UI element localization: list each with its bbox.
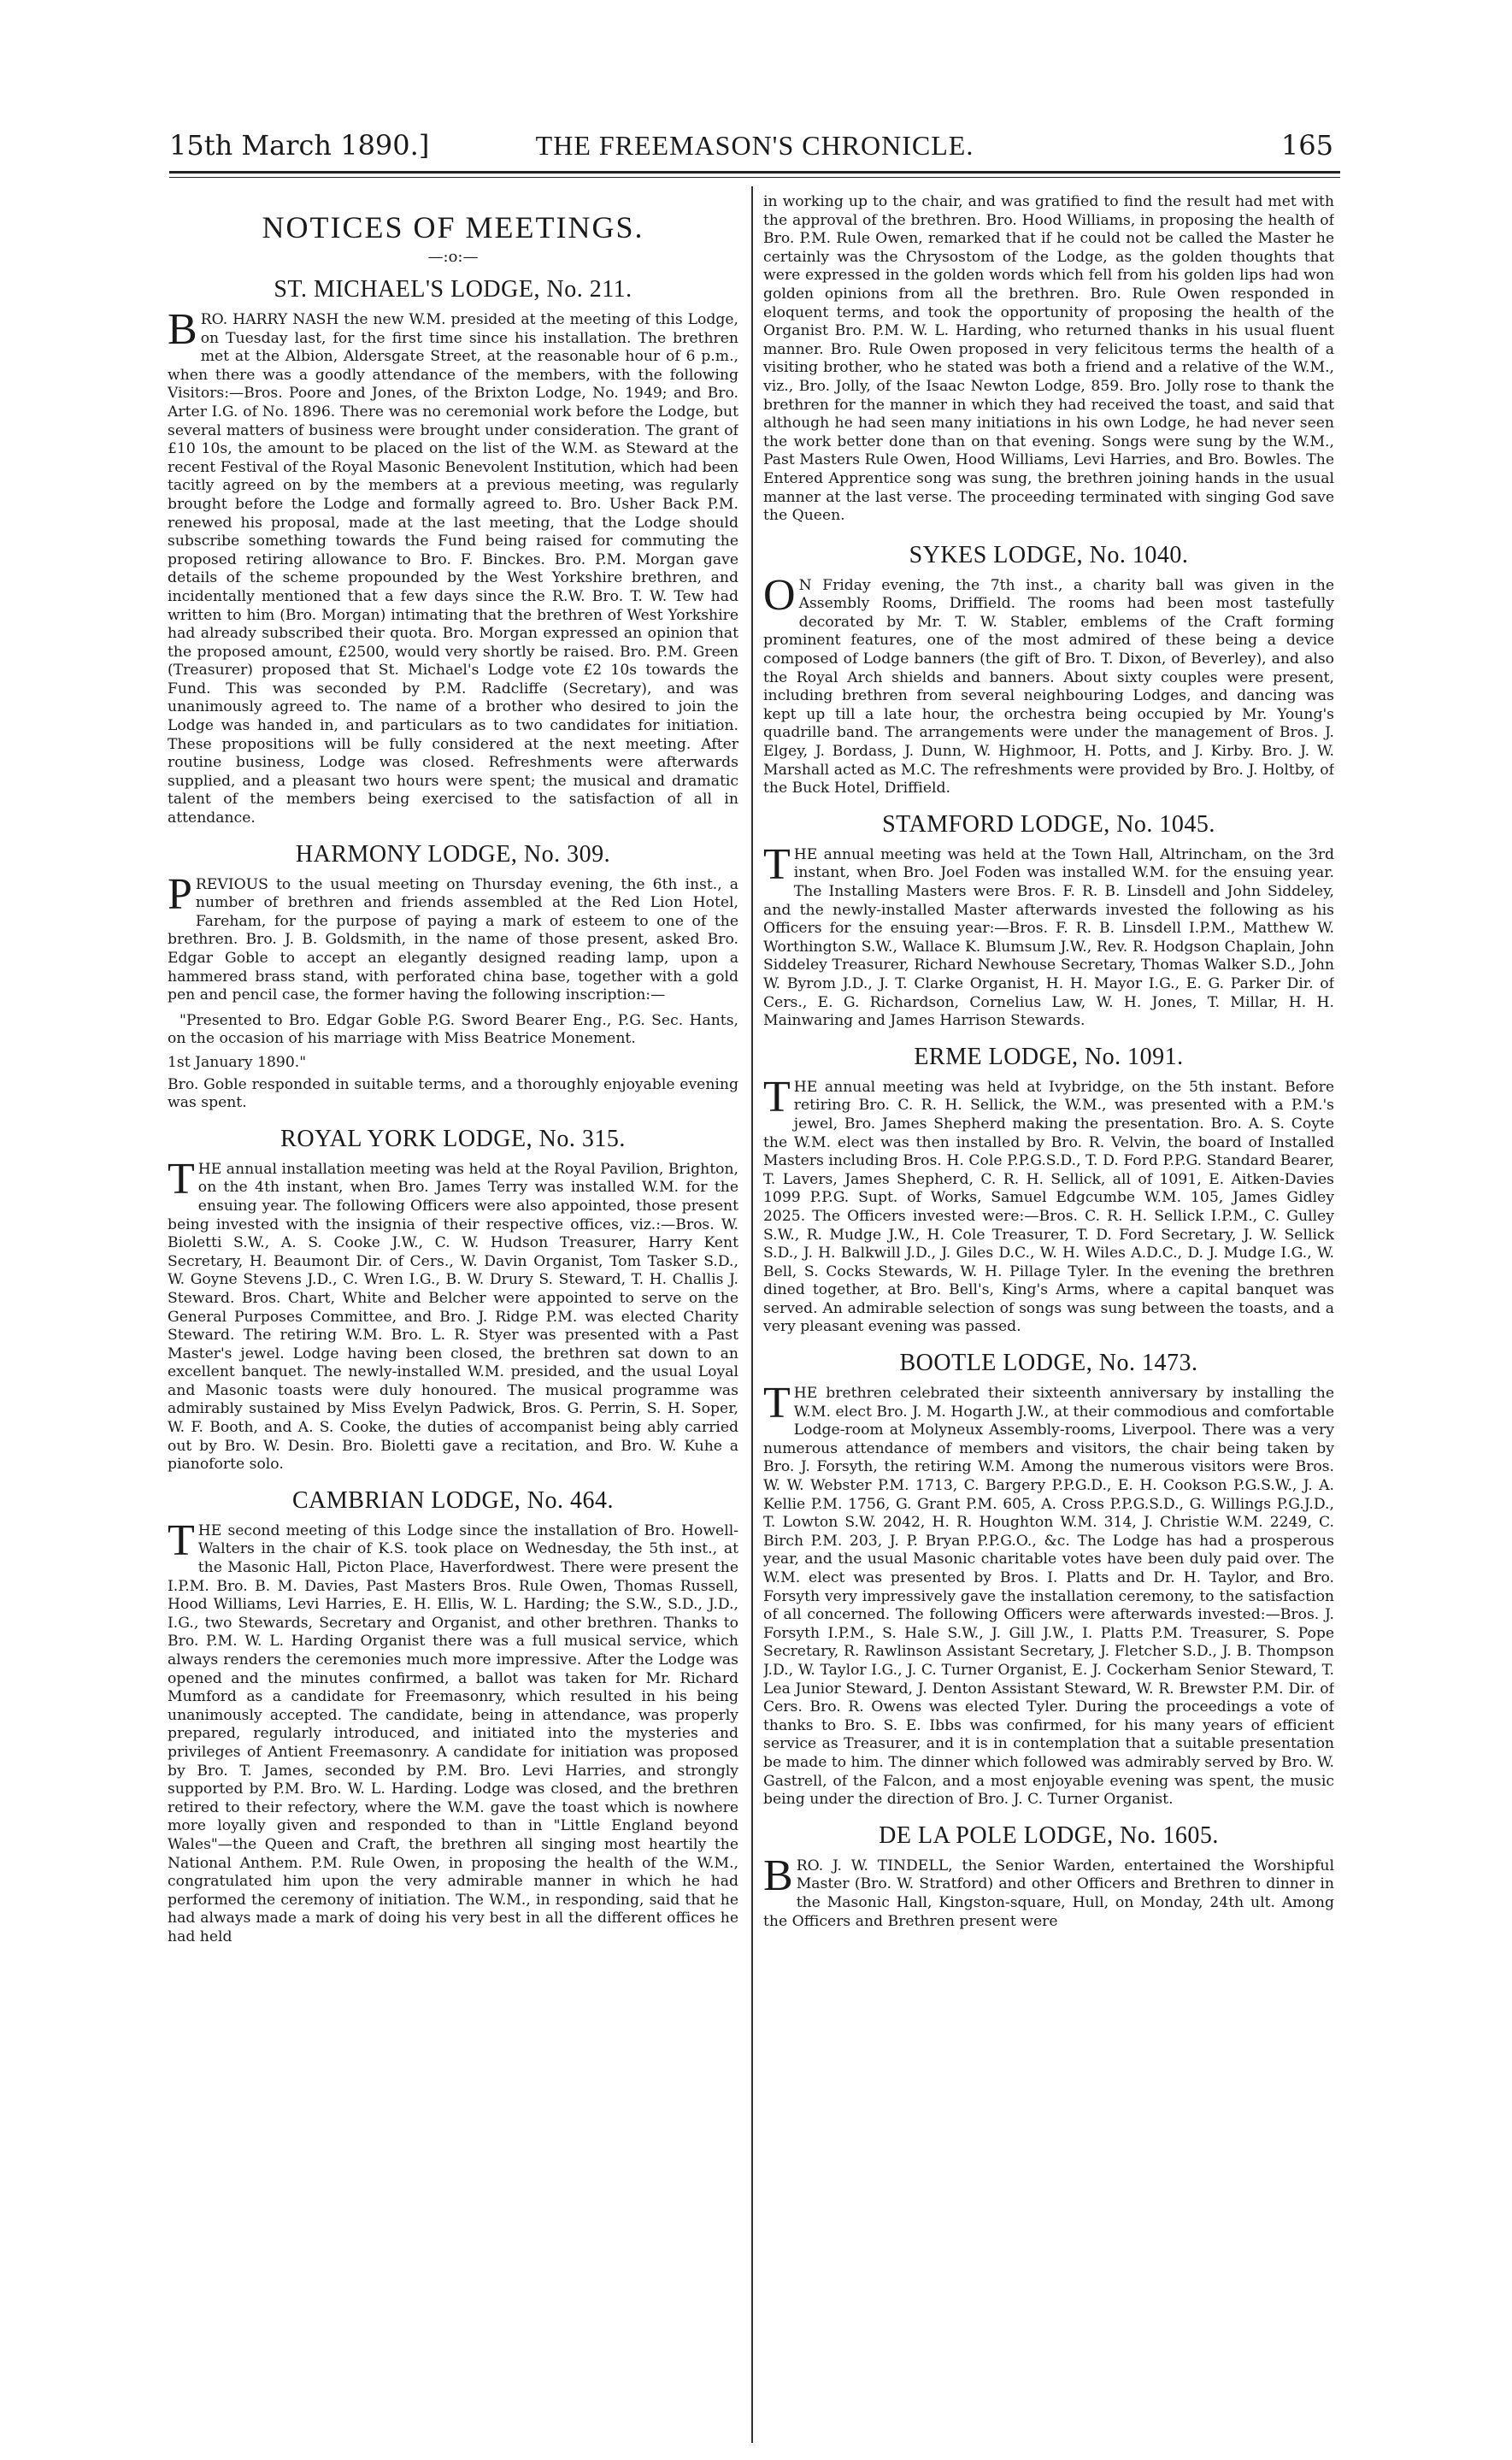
- article-body: THE annual meeting was held at Ivybridge, on the 5th instant. Before retiring Bro. C. R. H. Sellick, the W.M., was presented with a P.M.'s jewel, Bro. James Shepherd making the presentation. Bro. A. S. Coyte the W.M. elect was then installed by Bro. R. Velvin, the board of Installed Masters including Bros. H. Cole P.P.G.S.D., T. D. Ford P.P.G. Standard Bearer, T. Lavers, James Shepherd, C. R. H. Sellick, all of 1091, E. Aitken-Davies 1099 P.P.G. Supt. of Works, Samuel Edgcumbe W.M. 105, James Gidley 2025. The Officers invested were:—Bros. C. R. H. Sellick I.P.M., C. Gulley S.W., R. Mudge J.W., H. Cole Treasurer, T. D. Ford Secretary, J. W. Sellick S.D., J. H. Balkwill J.D., J. Giles D.C., W. H. Wiles A.D.C., D. J. Mudge I.G., W. Bell, S. Cocks Stewards, W. H. Pillage Tyler. In the evening the brethren dined together, at Bro. Bell's, King's Arms, where a capital banquet was served. An admirable selection of songs was sung between the toasts, and a very pleasant evening was passed.: [763, 1072, 1334, 1336]
- header-rule-thin: [169, 177, 1340, 178]
- article-heading: ST. MICHAEL'S LODGE, No. 211.: [274, 276, 632, 303]
- article-de-la-pole: [763, 1821, 1334, 1931]
- inscription-quote: "Presented to Bro. Edgar Goble P.G. Sword Bearer Eng., P.G. Sec. Hants, on the occasion of his marriage with Miss Beatrice Monement.: [168, 1011, 738, 1048]
- drop-cap: T: [763, 1072, 791, 1121]
- article-heading: HARMONY LODGE, No. 309.: [295, 840, 611, 868]
- issue-date: 15th March 1890.]: [169, 129, 430, 162]
- article-heading: DE LA POLE LODGE, No. 1605.: [879, 1821, 1219, 1849]
- drop-cap: T: [168, 1154, 195, 1204]
- article-bootle: [763, 1349, 1334, 1810]
- publication-title: THE FREEMASON'S CHRONICLE.: [535, 130, 974, 161]
- article-body: PREVIOUS to the usual meeting on Thursday evening, the 6th inst., a number of brethren and friends assembled at the Red Lion Hotel, Fareham, for the purpose of paying a mark of esteem to one of the brethren. Bro. J. B. Goldsmith, in the name of those present, asked Bro. Edgar Goble to accept an elegantly designed reading lamp, upon a hammered brass stand, with perforated china base, together with a gold pen and pencil case, the former having the following inscription:—: [168, 869, 738, 1004]
- drop-cap: O: [763, 570, 796, 620]
- article-body: THE brethren celebrated their sixteenth anniversary by installing the W.M. elect Bro. J. M. Hogarth J.W., at their commodious and comfortable Lodge-room at Molyneux Assembly-rooms, Liverpool. There was a very numerous attendance of members and visitors, the chair being taken by Bro. J. Forsyth, the retiring W.M. Among the numerous visitors were Bros. W. W. Webster P.M. 1713, C. Bargery P.P.G.D., E. H. Cookson P.G.S.W., J. A. Kellie P.M. 1756, G. Grant P.M. 605, A. Cross P.P.G.S.D., G. Willings P.G.J.D., T. Lowton S.W. 2042, H. R. Houghton W.M. 314, J. Christie W.M. 2249, C. Birch P.M. 203, J. P. Bryan P.P.G.O., &c. The Lodge has had a prosperous year, and the usual Masonic charitable votes have been duly paid over. The W.M. elect was presented by Bros. I. Platts and Dr. H. Taylor, and Bro. Forsyth very impressively gave the installation ceremony, to the satisfaction of all concerned. The following Officers were afterwards invested:—Bros. J. Forsyth I.P.M., S. Hale S.W., J. Gill J.W., I. Platts P.M. Treasurer, S. Pope Secretary, R. Rawlinson Assistant Secretary, J. Fletcher S.D., J. B. Thompson J.D., W. Taylor I.G., J. C. Turner Organist, E. J. Cockerham Senior Steward, T. Lea Junior Steward, J. Denton Assistant Steward, W. R. Brewster P.M. Dir. of Cers. Bro. R. Owens was elected Tyler. During the proceedings a vote of thanks to Bro. S. E. Ibbs was confirmed, for his many years of efficient service as Treasurer, and it is in contemplation that a suitable presentation be made to him. The dinner which followed was admirably served by Bro. W. Gastrell, of the Falcon, and a most enjoyable evening was spent, the music being under the direction of Bro. J. C. Turner Organist.: [763, 1379, 1334, 1809]
- drop-cap: B: [168, 305, 197, 354]
- section-title: NOTICES OF MEETINGS.: [262, 210, 644, 244]
- drop-cap: B: [763, 1851, 793, 1900]
- article-cambrian: [168, 1486, 738, 1947]
- article-erme: [763, 1043, 1334, 1337]
- right-column: [763, 193, 1334, 2441]
- drop-cap: T: [763, 1379, 791, 1428]
- article-heading: ERME LODGE, No. 1091.: [914, 1043, 1184, 1070]
- article-heading: SYKES LODGE, No. 1040.: [909, 541, 1189, 568]
- article-body: THE annual meeting was held at the Town Hall, Altrincham, on the 3rd instant, when Bro. Joel Foden was installed W.M. for the ensuing year. The Installing Masters were Bros. F. R. B. Linsdell and John Siddeley, and the newly-installed Master afterwards invested the following as his Officers for the ensuing year:—Bros. F. R. B. Linsdell I.P.M., Matthew W. Worthington S.W., Wallace K. Blumsum J.W., Rev. R. Hodgson Chaplain, John Siddeley Treasurer, Richard Newhouse Secretary, Thomas Walker S.D., John W. Byrom J.D., J. T. Clarke Organist, H. H. Mayor I.G., E. G. Parker Dir. of Cers., E. G. Richardson, Cornelius Law, W. H. Jones, T. Millar, H. H. Mainwaring and James Harrison Stewards.: [763, 839, 1334, 1030]
- article-body: THE second meeting of this Lodge since the installation of Bro. Howell-Walters in the chair of K.S. took place on Wednesday, the 5th inst., at the Masonic Hall, Picton Place, Haverfordwest. There were present the I.P.M. Bro. B. M. Davies, Past Masters Bros. Rule Owen, Thomas Russell, Hood Williams, Levi Harries, E. H. Ellis, W. L. Harding; the S.W., S.D., J.D., I.G., two Stewards, Secretary and Organist, and other brethren. Thanks to Bro. P.M. W. L. Harding Organist there was a full musical service, which always renders the ceremonies much more impressive. After the Lodge was opened and the minutes confirmed, a ballot was taken for Mr. Richard Mumford as a candidate for Freemasonry, which resulted in his being unanimously accepted. The candidate, being in attendance, was properly prepared, regularly introduced, and initiated into the mysteries and privileges of Antient Freemasonry. A candidate for initiation was proposed by Bro. T. James, seconded by P.M. Bro. Levi Harries, and strongly supported by P.M. Bro. W. L. Harding. Lodge was closed, and the brethren retired to their refectory, where the W.M. gave the toast which is nowhere more loyally given and responded to than in "Little England beyond Wales"—the Queen and Craft, the brethren all singing most heartily the National Anthem. P.M. Rule Owen, in proposing the health of the W.M., congratulated him upon the very admirable manner in which he had performed the ceremony of initiation. The W.M., in responding, said that he had always made a mark of doing his very best in all the different offices he had held: [168, 1515, 738, 1945]
- page-number: 165: [1280, 129, 1333, 162]
- article-heading: ROYAL YORK LODGE, No. 315.: [280, 1125, 626, 1152]
- article-body: BRO. J. W. TINDELL, the Senior Warden, entertained the Worshipful Master (Bro. W. Stratford) and other Officers and Brethren to dinner in the Masonic Hall, Kingston-square, Hull, on Monday, 24th ult. Among the Officers and Brethren present were: [763, 1851, 1334, 1930]
- article-royal-york: [168, 1125, 738, 1474]
- inscription-date: 1st January 1890.": [168, 1053, 307, 1071]
- left-column: [168, 193, 738, 2441]
- page-header: [169, 128, 1340, 166]
- article-heading: STAMFORD LODGE, No. 1045.: [882, 810, 1215, 838]
- article-closing: Bro. Goble responded in suitable terms, and a thoroughly enjoyable evening was spent.: [168, 1075, 738, 1112]
- article-body: O N Friday evening, the 7th inst., a charity ball was given in the Assembly Rooms, Driffield. The rooms had been most tastefully decorated by Mr. T. W. Stabler, emblems of the Craft forming prominent features, one of the most admired of these being a device composed of Lodge banners (the gift of Bro. T. Dixon, of Beverley), and also the Royal Arch shields and banners. About sixty couples were present, including brethren from several neighbouring Lodges, and dancing was kept up till a late hour, the orchestra being occupied by Mr. Young's quadrille band. The arrangements were under the management of Bros. J. Elgey, J. Bordass, J. Dunn, W. Highmoor, H. Potts, and J. Kirby. Bro. J. W. Marshall acted as M.C. The refreshments were provided by Bro. J. Holtby, of the Buck Hotel, Driffield.: [763, 570, 1334, 797]
- drop-cap: T: [168, 1515, 195, 1565]
- article-body: THE annual installation meeting was held at the Royal Pavilion, Brighton, on the 4th instant, when Bro. James Terry was installed W.M. for the ensuing year. The following Officers were also appointed, those present being invested with the insignia of their respective offices, viz.:—Bros. W. Bioletti S.W., A. S. Cooke J.W., C. W. Hudson Treasurer, Harry Kent Secretary, H. Beaumont Dir. of Cers., W. Davin Organist, Tom Tasker S.D., W. Goyne Stevens J.D., C. Wren I.G., B. W. Drury S. Steward, T. H. Challis J. Steward. Bros. Chart, White and Belcher were appointed to serve on the General Purposes Committee, and Bro. J. Ridge P.M. was elected Charity Steward. The retiring W.M. Bro. L. R. Styer was presented with a Past Master's jewel. Lodge having been closed, the brethren sat down to an excellent banquet. The newly-installed W.M. presided, and the usual Loyal and Masonic toasts were duly honoured. The musical programme was admirably sustained by Miss Evelyn Padwick, Bros. G. Perrin, S. H. Soper, W. F. Booth, and A. S. Cooke, the duties of accompanist being ably carried out by Bro. W. Desin. Bro. Bioletti gave a recitation, and Bro. W. Kuhe a pianoforte solo.: [168, 1154, 738, 1474]
- article-harmony: [168, 840, 738, 1113]
- article-sykes: [763, 541, 1334, 798]
- article-heading: CAMBRIAN LODGE, No. 464.: [292, 1486, 614, 1514]
- drop-cap: P: [168, 869, 192, 919]
- ornamental-divider: —:o:—: [427, 248, 479, 266]
- article-body: BRO. HARRY NASH the new W.M. presided at the meeting of this Lodge, on Tuesday last, for the first time since his installation. The brethren met at the Albion, Aldersgate Street, at the reasonable hour of 6 p.m., when there was a goodly attendance of the members, with the following Visitors:—Bros. Poore and Jones, of the Brixton Lodge, No. 1949; and Bro. Arter I.G. of No. 1896. There was no ceremonial work before the Lodge, but several matters of business were brought under consideration. The grant of £10 10s, the amount to be placed on the list of the W.M. as Steward at the recent Festival of the Royal Masonic Benevolent Institution, which had been tacitly agreed on by the members at a previous meeting, was regularly brought before the Lodge and formally agreed to. Bro. Usher Back P.M. renewed his proposal, made at the last meeting, that the Lodge should subscribe something towards the Fund being raised for commuting the proposed retiring allowance to Bro. F. Binckes. Bro. P.M. Morgan gave details of the scheme propounded by the West Yorkshire brethren, and incidentally mentioned that a few days since the R.W. Bro. T. W. Tew had written to him (Bro. Morgan) intimating that the brethren of West Yorkshire had already subscribed their quota. Bro. Morgan expressed an opinion that the proposed amount, £2500, would very shortly be raised. Bro. P.M. Green (Treasurer) proposed that St. Michael's Lodge vote £2 10s towards the Fund. This was seconded by P.M. Radcliffe (Secretary), and was unanimously agreed to. The name of a brother who desired to join the Lodge was handed in, and particulars as to two candidates for initiation. These propositions will be fully considered at the next meeting. After routine business, Lodge was closed. Refreshments were afterwards supplied, and a pleasant two hours were spent; the musical and dramatic talent of the members being exercised to the satisfaction of all in attendance.: [168, 305, 738, 827]
- article-st-michaels: [168, 275, 738, 828]
- header-rule-thick: [169, 171, 1340, 174]
- article-continuation: in working up to the chair, and was gratified to find the result had met with the approval of the brethren. Bro. Hood Williams, in proposing the health of Bro. P.M. Rule Owen, remarked that if he could not be called the Master he certainly was the Chrysostom of the Lodge, as the golden thoughts that were expressed in the golden words which fell from his golden lips had won golden opinions from all the brethren. Bro. Rule Owen responded in eloquent terms, and took the opportunity of proposing the health of the Organist Bro. P.M. W. L. Harding, who returned thanks in his usual fluent manner. Bro. Rule Owen proposed in very felicitous terms the health of a visiting brother, who he stated was both a friend and a relative of the W.M., viz., Bro. Jolly, of the Isaac Newton Lodge, 859. Bro. Jolly rose to thank the brethren for the manner in which they had received the toast, and said that although he had seen many initiations in his own Lodge, he had never seen the work better done than on that evening. Songs were sung by the W.M., Past Masters Rule Owen, Hood Williams, Levi Harries, and Bro. Bowles. The Entered Apprentice song was sung, the brethren joining hands in the usual manner at the last verse. The proceeding terminated with singing God save the Queen.: [763, 193, 1334, 525]
- drop-cap: T: [763, 839, 791, 889]
- article-stamford: [763, 810, 1334, 1031]
- column-divider: [751, 186, 753, 2443]
- article-heading: BOOTLE LODGE, No. 1473.: [899, 1350, 1198, 1377]
